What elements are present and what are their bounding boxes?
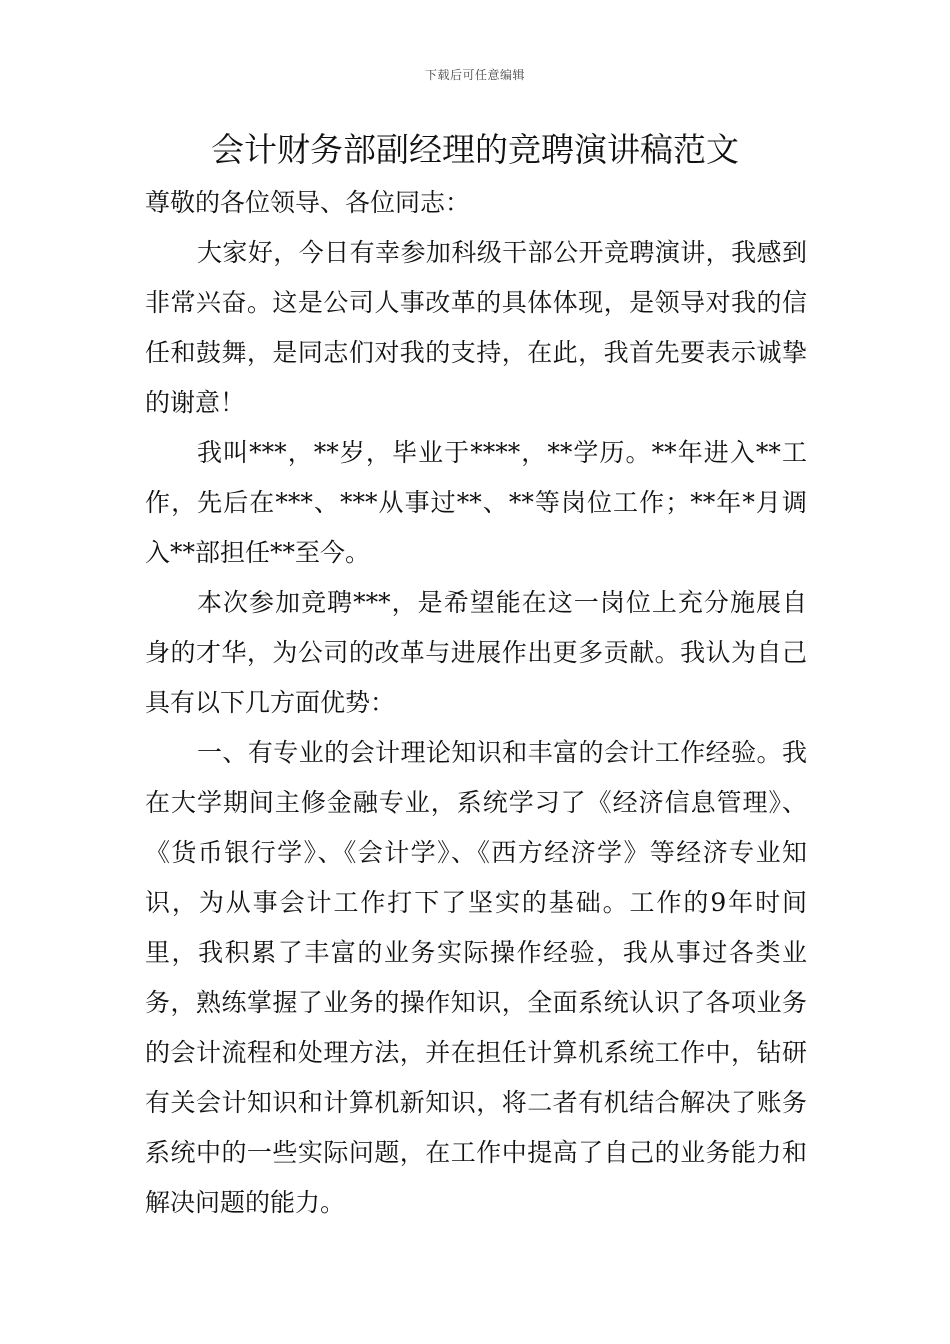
document-body xyxy=(145,178,807,1228)
header-note: 下载后可任意编辑 xyxy=(424,68,525,82)
document-title: 会计财务部副经理的竞聘演讲稿范文 xyxy=(211,130,739,169)
paragraph-self-introduction: 我叫***，**岁，毕业于****，**学历。**年进入**工作，先后在***、***从事过**、**等岗位工作；**年*月调入**部担任**至今。 xyxy=(145,438,807,567)
paragraph-advantage-one: 一、有专业的会计理论知识和丰富的会计工作经验。我在大学期间主修金融专业，系统学习了《经济信息管理》、《货币银行学》、《会计学》、《西方经济学》等经济专业知识，为从事会计工作打下了坚实的基础。工作的9年时间里，我积累了丰富的业务实际操作经验，我从事过各类业务，熟练掌握了业务的操作知识，全面系统认识了各项业务的会计流程和处理方法，并在担任计算机系统工作中，钻研有关会计知识和计算机新知识，将二者有机结合解决了账务系统中的一些实际问题，在工作中提高了自己的业务能力和解决问题的能力。 xyxy=(145,738,807,1217)
salutation: 尊敬的各位领导、各位同志： xyxy=(145,188,471,217)
paragraph-motivation: 本次参加竞聘***，是希望能在这一岗位上充分施展自身的才华，为公司的改革与进展作出更多贡献。我认为自己具有以下几方面优势： xyxy=(145,588,807,717)
paragraph-greeting: 大家好，今日有幸参加科级干部公开竞聘演讲，我感到非常兴奋。这是公司人事改革的具体体现，是领导对我的信任和鼓舞，是同志们对我的支持，在此，我首先要表示诚挚的谢意！ xyxy=(145,238,807,417)
